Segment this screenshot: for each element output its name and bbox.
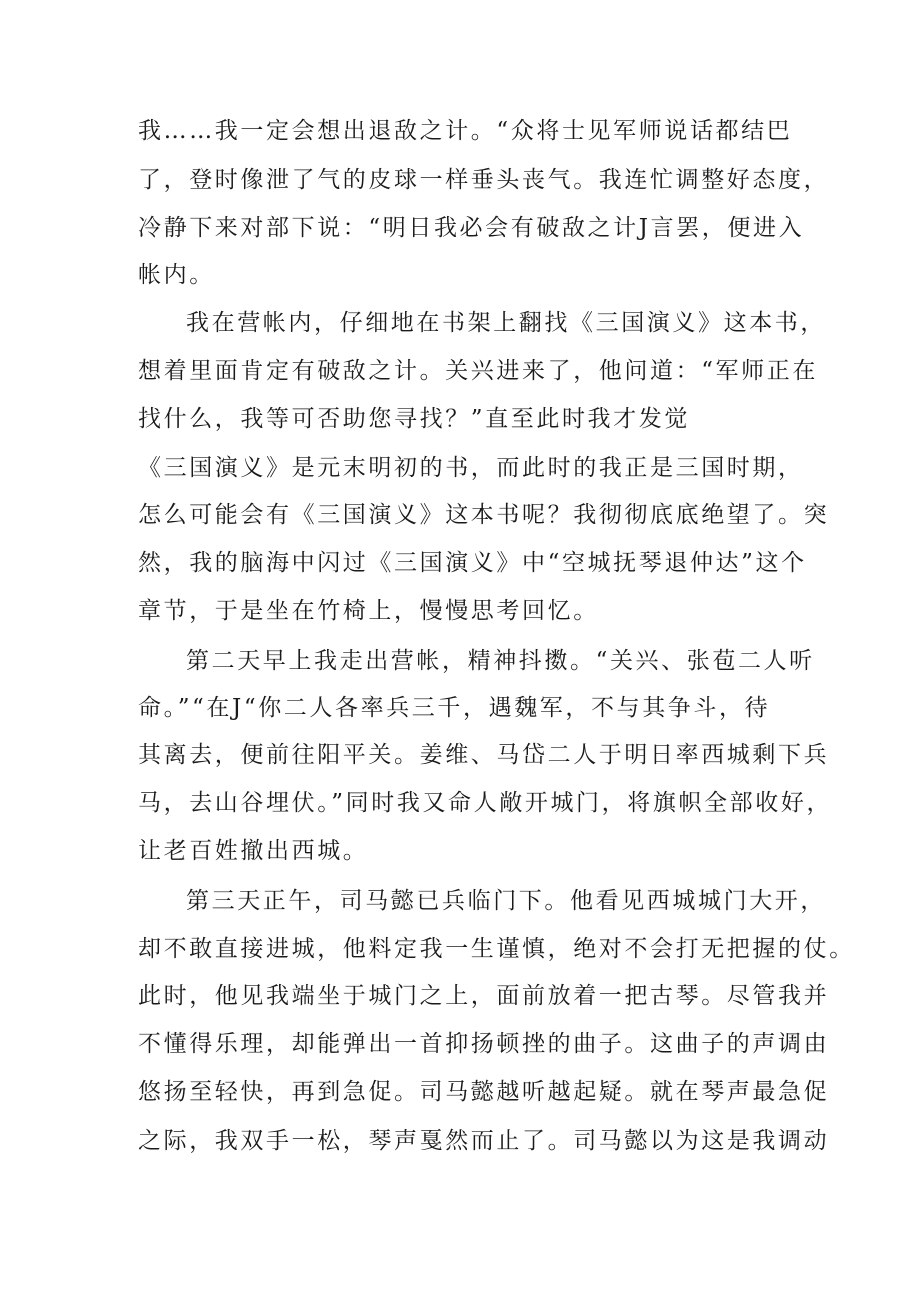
text-line: 命。”“在J“你二人各率兵三千，遇魏军，不与其争斗，待: [138, 695, 771, 721]
paragraph-first-line: 第二天早上我走出营帐，精神抖擞。“关兴、张苞二人听: [186, 648, 815, 674]
text-line: 怎么可能会有《三国演义》这本书呢？我彻彻底底绝望了。突: [138, 502, 830, 528]
text-line: 让老百姓撤出西城。: [138, 838, 369, 864]
text-line: 冷静下来对部下说：“明日我必会有破敌之计J言罢，便进入: [138, 215, 805, 241]
text-line: 却不敢直接进城，他料定我一生谨慎，绝对不会打无把握的仗。: [138, 936, 855, 962]
text-line: 马，去山谷埋伏。”同时我又命人敞开城门，将旗帜全部收好，: [138, 790, 833, 816]
text-line: 我……我一定会想出退敌之计。“众将士见军师说话都结巴: [138, 118, 793, 144]
paragraph-first-line: 第三天正午，司马懿已兵临门下。他看见西城城门大开，: [186, 888, 826, 914]
text-line: 之际，我双手一松，琴声戛然而止了。司马懿以为这是我调动: [138, 1128, 830, 1154]
text-line: 想着里面肯定有破敌之计。关兴进来了，他问道：“军师正在: [138, 358, 818, 384]
text-line: 《三国演义》是元末明初的书，而此时的我正是三国时期，: [138, 455, 804, 481]
text-line: 章节，于是坐在竹椅上，慢慢思考回忆。: [138, 598, 599, 624]
text-line: 此时，他见我端坐于城门之上，面前放着一把古琴。尽管我并: [138, 983, 830, 1009]
text-line: 然，我的脑海中闪过《三国演义》中“空城抚琴退仲达”这个: [138, 550, 807, 576]
text-line: 悠扬至轻快，再到急促。司马懿越听越起疑。就在琴声最急促: [138, 1079, 830, 1105]
paragraph-first-line: 我在营帐内，仔细地在书架上翻找《三国演义》这本书，: [186, 310, 826, 336]
text-line: 了，登时像泄了气的皮球一样垂头丧气。我连忙调整好态度，: [138, 167, 830, 193]
text-line: 不懂得乐理，却能弹出一首抑扬顿挫的曲子。这曲子的声调由: [138, 1031, 830, 1057]
text-line: 找什么，我等可否助您寻找？”直至此时我才发觉: [138, 406, 690, 432]
text-line: 其离去，便前往阳平关。姜维、马岱二人于明日率西城剩下兵: [138, 742, 830, 768]
text-line: 帐内。: [138, 262, 215, 288]
